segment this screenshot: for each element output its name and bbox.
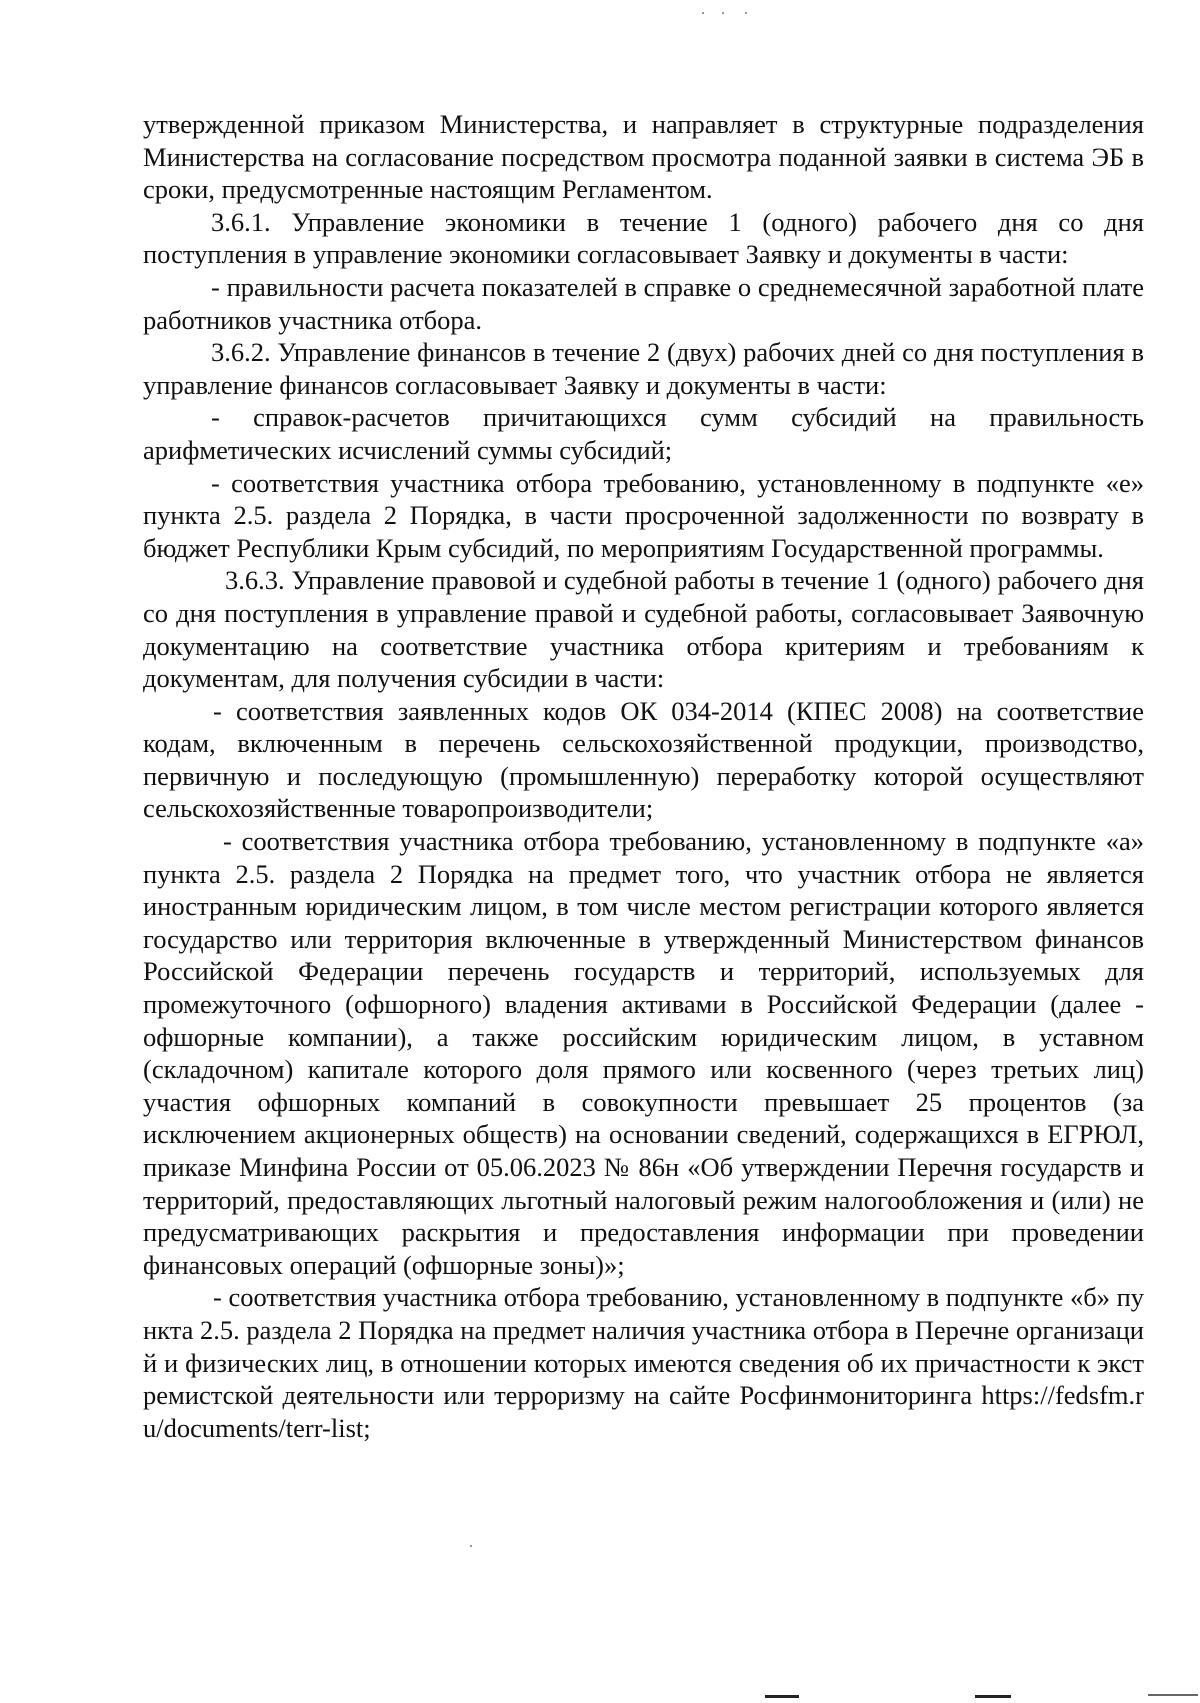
list-item-offshore-requirement: - соответствия участника отбора требованию, установленному в подпункте «а» пункта 2.5. раздела 2 Порядка на предмет того, что участник отбора не является иностранным юридическим лицом, в том числе местом регистрации которого является государство или территория включенные в утвержденный Министерством финансов Российской Федерации перечень государств и территорий, используемых для промежуточного (офшорного) владения активами в Российской Федерации (далее - офшорные компании), а также российским юридическим лицом, в уставном (складочном) капитале которого доля прямого или косвенного (через третьих лиц) участия офшорных компаний в совокупности превышает 25 процентов (за исключением акционерных обществ) на основании сведений, содержащихся в ЕГРЮЛ, приказе Минфина России от 05.06.2023 № 86н «Об утверждении Перечня государств и территорий, предоставляющих льготный налоговый режим налогообложения и (или) не предусматривающих раскрытия и предоставления информации при проведении финансовых операций (офшорные зоны)»; (143, 826, 1144, 1280)
paragraph-3-6-3: 3.6.3. Управление правовой и судебной работы в течение 1 (одного) рабочего дня со дня поступления в управление правой и судебной работы, согласовывает Заявочную документацию на соответствие участника отбора критериям и требованиям к документам, для получения субсидии в части: (143, 565, 1144, 694)
scan-speck (745, 12, 747, 14)
paragraph-continuation: утвержденной приказом Министерства, и направляет в структурные подразделения Министерства на согласование посредством просмотра поданной заявки в система ЭБ в сроки, предусмотренные настоящим Регламентом. (143, 109, 1144, 205)
scan-mark (975, 1695, 1011, 1698)
list-item-salary-calculation: - правильности расчета показателей в справке о среднемесячной заработной плате работников участника отбора. (143, 271, 1144, 335)
document-body (143, 108, 1144, 1444)
list-item-debt-requirement: - соответствия участника отбора требованию, установленному в подпункте «е» пункта 2.5. раздела 2 Порядка, в части просроченной задолженности по возврату в бюджет Республики Крым субсидий, по мероприятиям Государственной программы. (143, 467, 1144, 563)
paragraph-3-6-1: 3.6.1. Управление экономики в течение 1 (одного) рабочего дня со дня поступления в управление экономики согласовывает Заявку и документы в части: (143, 206, 1144, 270)
scan-mark (1148, 1694, 1198, 1696)
scan-speck (470, 1545, 472, 1547)
list-item-subsidy-calculations: - справок-расчетов причитающихся сумм субсидий на правильность арифметических исчислений суммы субсидий; (143, 402, 1144, 465)
paragraph-3-6-2: 3.6.2. Управление финансов в течение 2 (двух) рабочих дней со дня поступления в управление финансов согласовывает Заявку и документы в части: (143, 337, 1144, 400)
scan-speck (722, 12, 724, 14)
list-item-codes-compliance: - соответствия заявленных кодов ОК 034-2014 (КПЕС 2008) на соответствие кодам, включенным в перечень сельскохозяйственной продукции, производство, первичную и последующую (промышленную) переработку которой осуществляют сельскохозяйственные товаропроизводители; (143, 695, 1144, 824)
scan-speck (702, 12, 704, 14)
list-item-extremism-requirement: - соответствия участника отбора требованию, установленному в подпункте «б» пункта 2.5. раздела 2 Порядка на предмет наличия участника отбора в Перечне организаций и физических лиц, в отношении которых имеются сведения об их причастности к экстремистской деятельности или терроризму на сайте Росфинмониторинга https://fedsfm.ru/documents/terr-list; (143, 1282, 1145, 1443)
scan-mark (765, 1695, 799, 1698)
